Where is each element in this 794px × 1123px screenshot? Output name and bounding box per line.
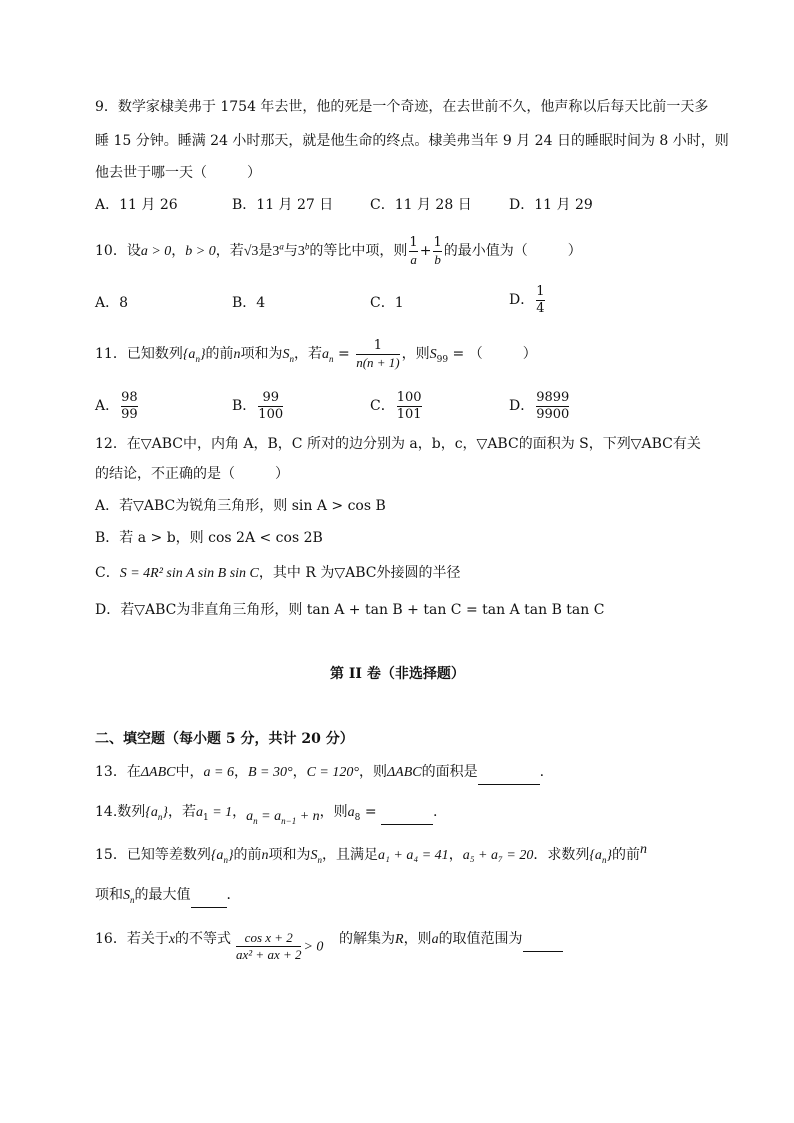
q11-seq-sub: n <box>195 353 200 364</box>
q9-line2: 睡 15 分钟。睡满 24 小时那天，就是他生命的终点。棣美弗当年 9 月 24 日的睡眠时间为 8 小时，则 <box>95 133 729 149</box>
q12-option-a: A．若▽ABC为锐角三角形，则 sin A > cos B <box>95 498 386 514</box>
q16-gt: > 0 <box>303 939 324 955</box>
q12-option-c <box>95 563 460 584</box>
q13-angle-c: C = 120° <box>306 765 359 780</box>
q14-stem: 14.数列$\{a_n\}$，若$a_1 = 1$，$a_n = a_{n-1} + n$，则$a_8$ = . <box>95 804 438 826</box>
q11-option-b <box>232 389 285 423</box>
q15-tail: 的前 <box>612 847 641 863</box>
q14-seq: {a <box>145 805 158 820</box>
q15-seq-2: {a <box>589 848 602 863</box>
q9-option-d: D．11 月 29 <box>509 197 593 213</box>
q10-option-b: B．4 <box>232 295 266 311</box>
q15-mid1: 的前 <box>233 847 262 863</box>
q9-line3 <box>95 163 261 183</box>
q15-seq-2-close: } <box>606 848 613 863</box>
q14-seq-sub: n <box>157 811 163 822</box>
q10-b-cond: b > 0 <box>185 244 216 259</box>
q14-a1: a <box>195 805 203 820</box>
q11-option-c-frac <box>397 390 422 423</box>
q16-a: a <box>431 932 439 947</box>
q10-yu: 与 <box>283 243 298 259</box>
q15-seq: {a <box>210 848 224 863</box>
q14-mid2: ，则 <box>319 804 348 820</box>
q11-option-c <box>370 389 424 423</box>
q14-a8-eq: = <box>360 804 382 820</box>
q11-option-d-num: 9899 <box>536 389 570 405</box>
q9-option-c: C．11 月 28 日 <box>370 197 472 213</box>
q11-frac <box>356 338 399 371</box>
q15-mid3: ，且满足 <box>322 847 379 863</box>
q11-sn-sub: n <box>289 353 295 364</box>
q14-a8: a <box>347 805 355 820</box>
q12-line2 <box>95 464 289 484</box>
q11-mid2: 项和为 <box>240 346 283 362</box>
q14-rec-plus: + n <box>296 809 320 824</box>
q14-a8-sub: 8 <box>354 812 361 823</box>
q15-seq-close: } <box>227 848 234 863</box>
q12-line2-text: 的结论，不正确的是（ <box>95 466 235 482</box>
q15-mid4: ．求数列 <box>533 847 590 863</box>
q16-frac-den: ax² + ax + 2 <box>236 947 302 962</box>
q10-mid3: 的等比中项，则 <box>309 243 408 259</box>
q10-option-c: C．1 <box>370 295 404 311</box>
q14-seq-close: } <box>162 805 168 820</box>
q10-frac1-den: a <box>410 251 417 267</box>
q10-mid1: ，若 <box>215 243 244 259</box>
q14-a1-val: = 1 <box>208 805 233 820</box>
q16-x: x <box>168 932 176 947</box>
q11-option-c-den: 101 <box>396 406 422 422</box>
q11-mid1: 的前 <box>205 346 234 362</box>
q10-mid2: 是 <box>258 243 273 259</box>
q11-frac-den: n(n + 1) <box>356 354 400 370</box>
q15-n: n <box>261 848 269 863</box>
q16-answer-blank <box>523 931 563 952</box>
q15-mid2: 项和为 <box>268 847 311 863</box>
q10-frac-1 <box>409 235 417 268</box>
q10-pow-a-exp: a <box>279 241 284 252</box>
q10-plus: + <box>419 243 432 259</box>
q15-sn: S <box>310 848 318 863</box>
q16-tail: 的取值范围为 <box>438 931 523 947</box>
q10-close-paren: ） <box>567 243 582 259</box>
q11-frac-num: 1 <box>373 337 383 353</box>
q16-mid2: 的解集为 <box>339 931 395 947</box>
q12-option-c-label: C． <box>95 565 120 581</box>
q11-prefix: 11．已知数列 <box>95 346 183 362</box>
q11-option-a-frac <box>121 390 138 423</box>
q12-close-paren: ） <box>275 466 289 482</box>
q11-option-a-label: A． <box>95 398 120 414</box>
q16-mid3: ，则 <box>403 931 432 947</box>
q15-cond2: a₅ + a₇ = 20 <box>462 848 534 863</box>
q10-pow-b-exp: b <box>304 241 310 252</box>
q11-mid3: ，若 <box>294 346 323 362</box>
q15-n2: n <box>640 842 648 857</box>
q11-n: n <box>233 347 241 362</box>
q10-frac-2 <box>433 235 441 268</box>
q11-an-sub: n <box>329 353 334 364</box>
q11-option-d <box>509 389 571 423</box>
q13-angle-b: B = 30° <box>247 765 293 780</box>
q10-frac2-den: b <box>434 251 441 267</box>
q15-line1: 15．已知等差数列$\{a_n\}$的前n项和为$S_n$，且满足a₁ + a₄ = 41，a₅ + a₇ = 20．求数列$\{a_n\}$的前n <box>95 842 648 865</box>
q10-a-cond: a > 0 <box>140 244 172 259</box>
q10-pow-b-base: 3 <box>297 244 305 259</box>
q16-inequality <box>234 930 323 963</box>
q16-prefix: 16．若关于 <box>95 931 169 947</box>
q14-answer-blank <box>381 804 433 825</box>
q13-mid1: 中， <box>175 764 204 780</box>
section-2-title: 第 II 卷（非选择题） <box>330 666 465 682</box>
q12-option-c-formula: S = 4R² sin A sin B sin C <box>119 566 259 581</box>
q11-option-d-den: 9900 <box>536 406 570 422</box>
q10-option-d-frac <box>536 284 544 317</box>
q11-option-d-label: D． <box>509 398 535 414</box>
q10-option-d <box>509 283 547 317</box>
q15-prefix: 15．已知等差数列 <box>95 847 211 863</box>
q13-end: . <box>539 764 545 780</box>
q11-option-b-num: 99 <box>262 389 279 405</box>
q10-sqrt3: √3 <box>243 244 259 259</box>
q11-tail: = （ <box>448 346 483 362</box>
q13-stem: 13．在ΔABC中，a = 6，B = 30°，C = 120°，则ΔABC的面积是 . <box>95 762 544 785</box>
q14-a1-sub: 1 <box>202 812 209 823</box>
q14-rec-sub-n: n <box>253 815 258 826</box>
q13-triangle-2: ΔABC <box>386 765 422 780</box>
q16-mid1: 的不等式 <box>175 931 232 947</box>
q14-rec-eq: = a <box>257 809 282 824</box>
q11-close-paren: ） <box>522 346 537 362</box>
q13-a: a = 6 <box>203 765 234 780</box>
q14-recurrence <box>246 808 319 824</box>
q16-stem-left <box>95 929 231 950</box>
q11-option-c-num: 100 <box>396 389 422 405</box>
q12-line1: 12．在▽ABC中，内角 A，B，C 所对的边分别为 a，b，c，▽ABC的面积为 S，下列▽ABC有关 <box>95 436 701 452</box>
q11-seq-close: } <box>199 347 206 362</box>
q11-option-b-frac <box>258 390 283 423</box>
q14-mid1: ，若 <box>167 804 196 820</box>
q16-frac-num: cos x + 2 <box>244 930 293 945</box>
q15-line2 <box>95 885 241 908</box>
q15-line2-mid: 的最大值 <box>134 887 191 903</box>
q9-option-a: A．11 月 26 <box>95 197 178 213</box>
q12-option-b: B．若 a > b，则 cos 2A < cos 2B <box>95 530 323 546</box>
q14-prefix: 14.数列 <box>95 804 146 820</box>
q9-option-b: B．11 月 27 日 <box>232 197 334 213</box>
q11-seq: {a <box>182 347 196 362</box>
q16-r: R <box>395 932 404 947</box>
q15-line2-end: ． <box>226 887 241 903</box>
q15-sn-2: S <box>123 888 130 903</box>
q15-line2-pre: 项和 <box>95 887 123 903</box>
q11-option-c-label: C． <box>370 398 395 414</box>
q10-prefix: 10．设 <box>95 243 141 259</box>
q11-s99: S <box>429 347 437 362</box>
q12-option-d: D．若▽ABC为非直角三角形，则 tan A + tan B + tan C = tan A tan B tan C <box>95 602 605 618</box>
q10-tail: 的最小值为（ <box>443 243 528 259</box>
q13-tail: 的面积是 <box>421 764 478 780</box>
q10-option-a: A．8 <box>95 295 129 311</box>
q13-answer-blank <box>478 764 540 785</box>
q15-answer-blank <box>191 887 227 908</box>
q11-sn: S <box>282 347 290 362</box>
q10-frac1-num: 1 <box>409 234 418 250</box>
q10-frac2-num: 1 <box>433 234 442 250</box>
q11-an: a <box>322 347 330 362</box>
fill-in-section-title: 二、填空题（每小题 5 分，共计 20 分） <box>95 731 354 747</box>
q15-seq-2-sub: n <box>601 854 607 865</box>
q11-option-b-den: 100 <box>258 406 284 422</box>
q10-stem: 10．设a > 0，b > 0，若√3是3$^a$与3$^b$的等比中项，则 $\frac{1}{a}$ + $\frac{1}{b}$ 的最小值为（ ） <box>95 234 582 267</box>
q15-seq-sub: n <box>223 854 228 865</box>
q16-frac <box>236 930 301 963</box>
q11-eq: = <box>333 346 355 362</box>
q14-rec-a: a <box>246 809 254 824</box>
q16-stem-right <box>339 929 563 952</box>
q15-sn-sub: n <box>317 854 323 865</box>
q10-option-d-label: D． <box>509 292 535 308</box>
q11-mid4: ，则 <box>401 346 430 362</box>
q10-option-d-num: 1 <box>536 283 545 299</box>
q13-prefix: 13．在 <box>95 764 141 780</box>
q14-rec-sub-n1: n−1 <box>281 815 297 826</box>
q9-line1: 9．数学家棣美弗于 1754 年去世，他的死是一个奇迹，在去世前不久，他声称以后每天比前一天多 <box>95 99 709 115</box>
q11-option-d-frac <box>536 390 569 423</box>
q11-stem <box>95 337 537 372</box>
q13-triangle: ΔABC <box>140 765 176 780</box>
q9-close-paren: ） <box>247 165 261 181</box>
q11-option-b-label: B． <box>232 398 257 414</box>
q11-s99-sub: 99 <box>436 354 449 365</box>
q11-option-a-den: 99 <box>121 406 138 422</box>
q9-line3-text: 他去世于哪一天（ <box>95 165 207 181</box>
q11-option-a <box>95 389 140 423</box>
q15-sn-2-sub: n <box>130 894 135 905</box>
q15-cond1: a₁ + a₄ = 41 <box>378 848 449 863</box>
q13-mid2: ，则 <box>358 764 387 780</box>
q10-pow-a-base: 3 <box>272 244 280 259</box>
q11-option-a-num: 98 <box>121 389 138 405</box>
q10-option-d-den: 4 <box>536 300 545 316</box>
q14-end: . <box>433 804 438 820</box>
q12-option-c-text: ，其中 R 为▽ABC外接圆的半径 <box>258 565 461 581</box>
